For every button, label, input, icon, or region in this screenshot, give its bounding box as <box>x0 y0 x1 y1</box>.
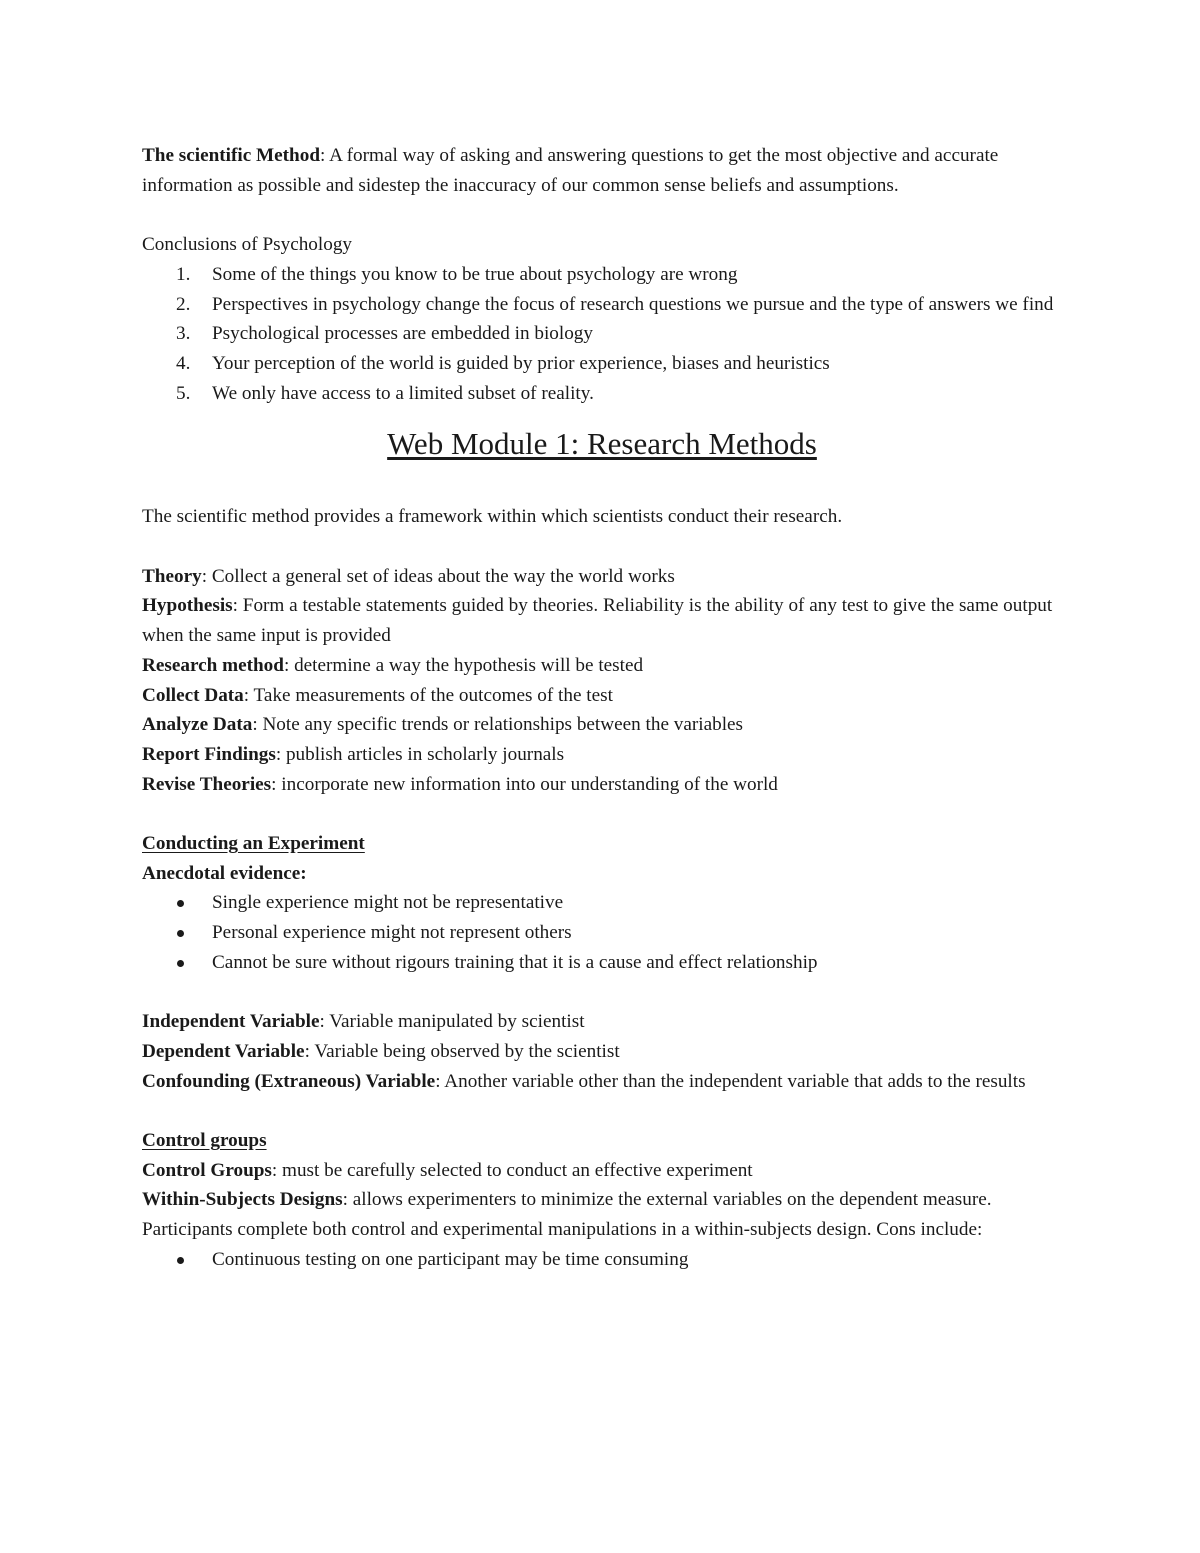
variable-text: : Variable manipulated by scientist <box>319 1011 585 1033</box>
anecdotal-list <box>142 888 1062 977</box>
variable-text: : Variable being observed by the scientist <box>304 1040 620 1062</box>
control-term: Within-Subjects Designs <box>142 1189 343 1211</box>
bullet-icon <box>177 930 184 937</box>
spacer <box>142 978 1062 1008</box>
list-item-text: Your perception of the world is guided by prior experience, biases and heuristics <box>212 352 830 374</box>
list-number: 1. <box>176 263 191 285</box>
anecdotal-heading-text: Anecdotal evidence: <box>142 862 307 884</box>
spacer <box>142 799 1062 829</box>
step-text: : Collect a general set of ideas about the way the world works <box>201 565 675 587</box>
bullet-icon <box>177 900 184 907</box>
document-body <box>142 141 1062 1275</box>
experiment-heading: Conducting an Experiment <box>142 833 365 855</box>
bullet-icon <box>177 960 184 967</box>
list-item-text: We only have access to a limited subset of reality. <box>212 382 594 404</box>
step-term: Research method <box>142 654 284 676</box>
definition-term: The scientific Method <box>142 145 320 166</box>
list-item <box>142 349 1062 379</box>
list-item-text: Some of the things you know to be true about psychology are wrong <box>212 263 738 285</box>
variable-text: : Another variable other than the independent variable that adds to the results <box>435 1070 1026 1092</box>
spacer <box>142 532 1062 562</box>
step-text: : Form a testable statements guided by theories. Reliability is the ability of any test to give the same output when the same input is provided <box>142 595 1053 647</box>
anecdotal-heading <box>142 859 1062 889</box>
step-term: Theory <box>142 565 202 587</box>
list-item <box>142 319 1062 349</box>
spacer <box>142 200 1062 230</box>
variable-term: Confounding (Extraneous) Variable <box>142 1070 436 1092</box>
control-text: : must be carefully selected to conduct an effective experiment <box>271 1159 753 1181</box>
step-theory <box>142 562 1062 592</box>
dependent-variable <box>142 1037 1062 1067</box>
definition-text: : A formal way of asking and answering questions to get the most objective and accurate information as possible and sidestep the inaccuracy of our common sense beliefs and assumptions. <box>142 145 999 196</box>
list-item <box>142 290 1062 320</box>
list-number: 4. <box>176 352 191 374</box>
step-term: Report Findings <box>142 743 276 765</box>
list-number: 5. <box>176 382 191 404</box>
independent-variable <box>142 1007 1062 1037</box>
module-intro: The scientific method provides a framework within which scientists conduct their research. <box>142 506 843 528</box>
step-collect-data <box>142 681 1062 711</box>
module-title: Web Module 1: Research Methods <box>387 426 817 462</box>
cons-list <box>142 1245 1062 1275</box>
control-heading: Control groups <box>142 1130 267 1152</box>
list-item-text: Cannot be sure without rigours training that it is a cause and effect relationship <box>212 951 818 973</box>
list-item <box>142 260 1062 290</box>
list-item <box>142 1245 1062 1275</box>
list-item-text: Single experience might not be representative <box>212 892 564 914</box>
step-revise-theories <box>142 770 1062 800</box>
list-item-text: Continuous testing on one participant may be time consuming <box>212 1248 689 1270</box>
step-hypothesis <box>142 591 1062 650</box>
list-item-text: Psychological processes are embedded in biology <box>212 323 593 345</box>
conclusions-heading: Conclusions of Psychology <box>142 234 353 256</box>
step-text: : Take measurements of the outcomes of the test <box>243 684 613 706</box>
step-term: Analyze Data <box>142 714 253 736</box>
conclusions-list <box>142 260 1062 409</box>
step-term: Hypothesis <box>142 595 233 617</box>
control-term: Control Groups <box>142 1159 272 1181</box>
list-item-text: Perspectives in psychology change the focus of research questions we pursue and the type of answers we find <box>212 293 1054 315</box>
list-item <box>142 379 1062 409</box>
control-text: : allows experimenters to minimize the external variables on the dependent measure. Participants complete both control and experimental manipulations in a within-subjects design. Cons include: <box>142 1189 992 1241</box>
variable-term: Independent Variable <box>142 1011 320 1033</box>
list-number: 2. <box>176 293 191 315</box>
list-item <box>142 948 1062 978</box>
confounding-variable <box>142 1067 1062 1097</box>
spacer <box>142 1096 1062 1126</box>
bullet-icon <box>177 1257 184 1264</box>
step-analyze-data <box>142 710 1062 740</box>
list-item <box>142 918 1062 948</box>
scientific-method-definition <box>142 141 1062 200</box>
step-research-method <box>142 651 1062 681</box>
step-term: Collect Data <box>142 684 244 706</box>
list-item-text: Personal experience might not represent others <box>212 922 572 944</box>
variable-term: Dependent Variable <box>142 1040 305 1062</box>
within-subjects-designs <box>142 1185 1062 1244</box>
list-number: 3. <box>176 323 191 345</box>
step-text: : incorporate new information into our understanding of the world <box>271 773 778 795</box>
step-text: : Note any specific trends or relationships between the variables <box>252 714 744 736</box>
step-text: : determine a way the hypothesis will be tested <box>283 654 644 676</box>
step-text: : publish articles in scholarly journals <box>275 743 565 765</box>
step-term: Revise Theories <box>142 773 272 795</box>
control-groups <box>142 1156 1062 1186</box>
step-report-findings <box>142 740 1062 770</box>
list-item <box>142 888 1062 918</box>
